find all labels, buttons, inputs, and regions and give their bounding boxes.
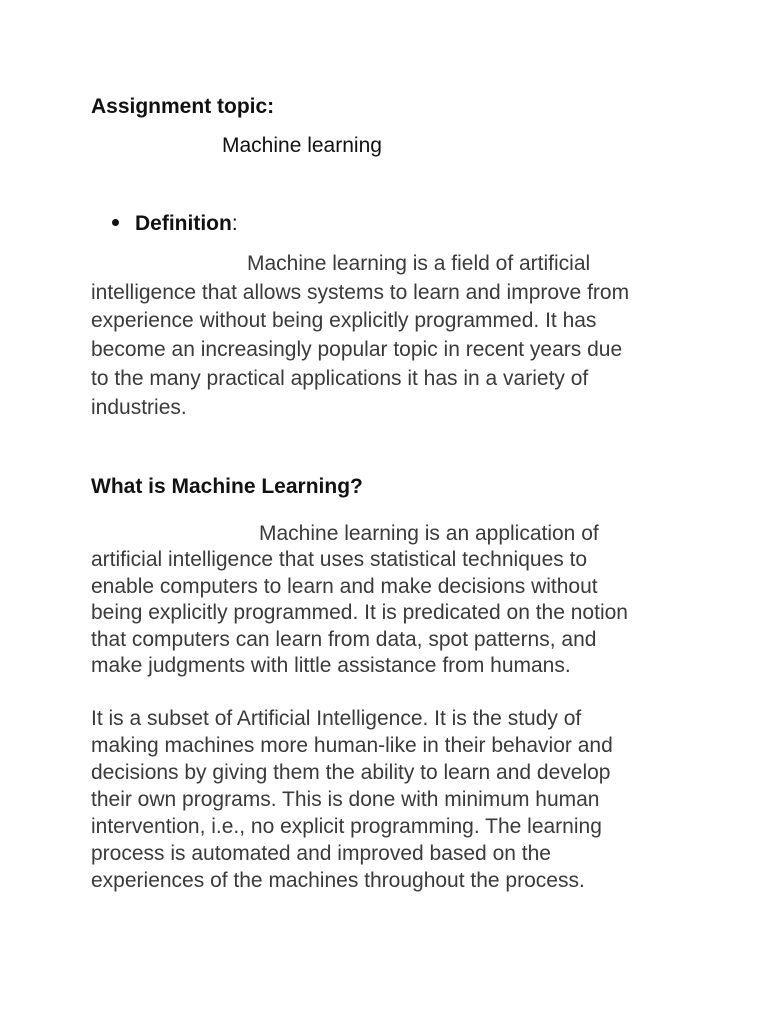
- paragraph-line: intelligence that allows systems to learn and improve from: [91, 280, 630, 304]
- paragraph-line: make judgments with little assistance from humans.: [91, 654, 571, 678]
- paragraph-line: Machine learning is a field of artificial: [247, 252, 591, 275]
- definition-paragraph: [91, 250, 691, 422]
- paragraph-line: industries.: [91, 395, 187, 419]
- definition-term: Definition: [135, 212, 232, 235]
- paragraph-line: artificial intelligence that uses statistical techniques to: [91, 548, 588, 572]
- paragraph-line: decisions by giving them the ability to learn and develop: [91, 761, 611, 784]
- paragraph-line: enable computers to learn and make decisions without: [91, 574, 598, 598]
- paragraph-line: being explicitly programmed. It is predicated on the notion: [91, 601, 628, 625]
- paragraph-line: their own programs. This is done with minimum human: [91, 788, 600, 811]
- paragraph-line: intervention, i.e., no explicit programming. The learning: [91, 815, 602, 838]
- paragraph-line: making machines more human-like in their behavior and: [91, 734, 613, 757]
- section-heading: What is Machine Learning?: [91, 475, 363, 498]
- paragraph-line: that computers can learn from data, spot patterns, and: [91, 627, 597, 651]
- what-is-paragraph-1: [91, 521, 691, 679]
- paragraph-line: It is a subset of Artificial Intelligence. It is the study of: [91, 707, 582, 730]
- definition-bullet: [112, 211, 238, 237]
- paragraph-line: experience without being explicitly programmed. It has: [91, 309, 597, 333]
- paragraph-line: become an increasingly popular topic in recent years due: [91, 338, 623, 362]
- paragraph-line: to the many practical applications it has in a variety of: [91, 366, 589, 390]
- bullet-icon: [112, 219, 119, 226]
- paragraph-line: process is automated and improved based on the: [91, 842, 551, 865]
- assignment-topic-value: Machine learning: [222, 134, 382, 157]
- assignment-topic-label: Assignment topic:: [91, 95, 275, 118]
- what-is-paragraph-2: [91, 705, 691, 894]
- paragraph-line: experiences of the machines throughout the process.: [91, 869, 585, 892]
- paragraph-line: Machine learning is an application of: [259, 522, 599, 545]
- definition-colon: :: [231, 212, 238, 235]
